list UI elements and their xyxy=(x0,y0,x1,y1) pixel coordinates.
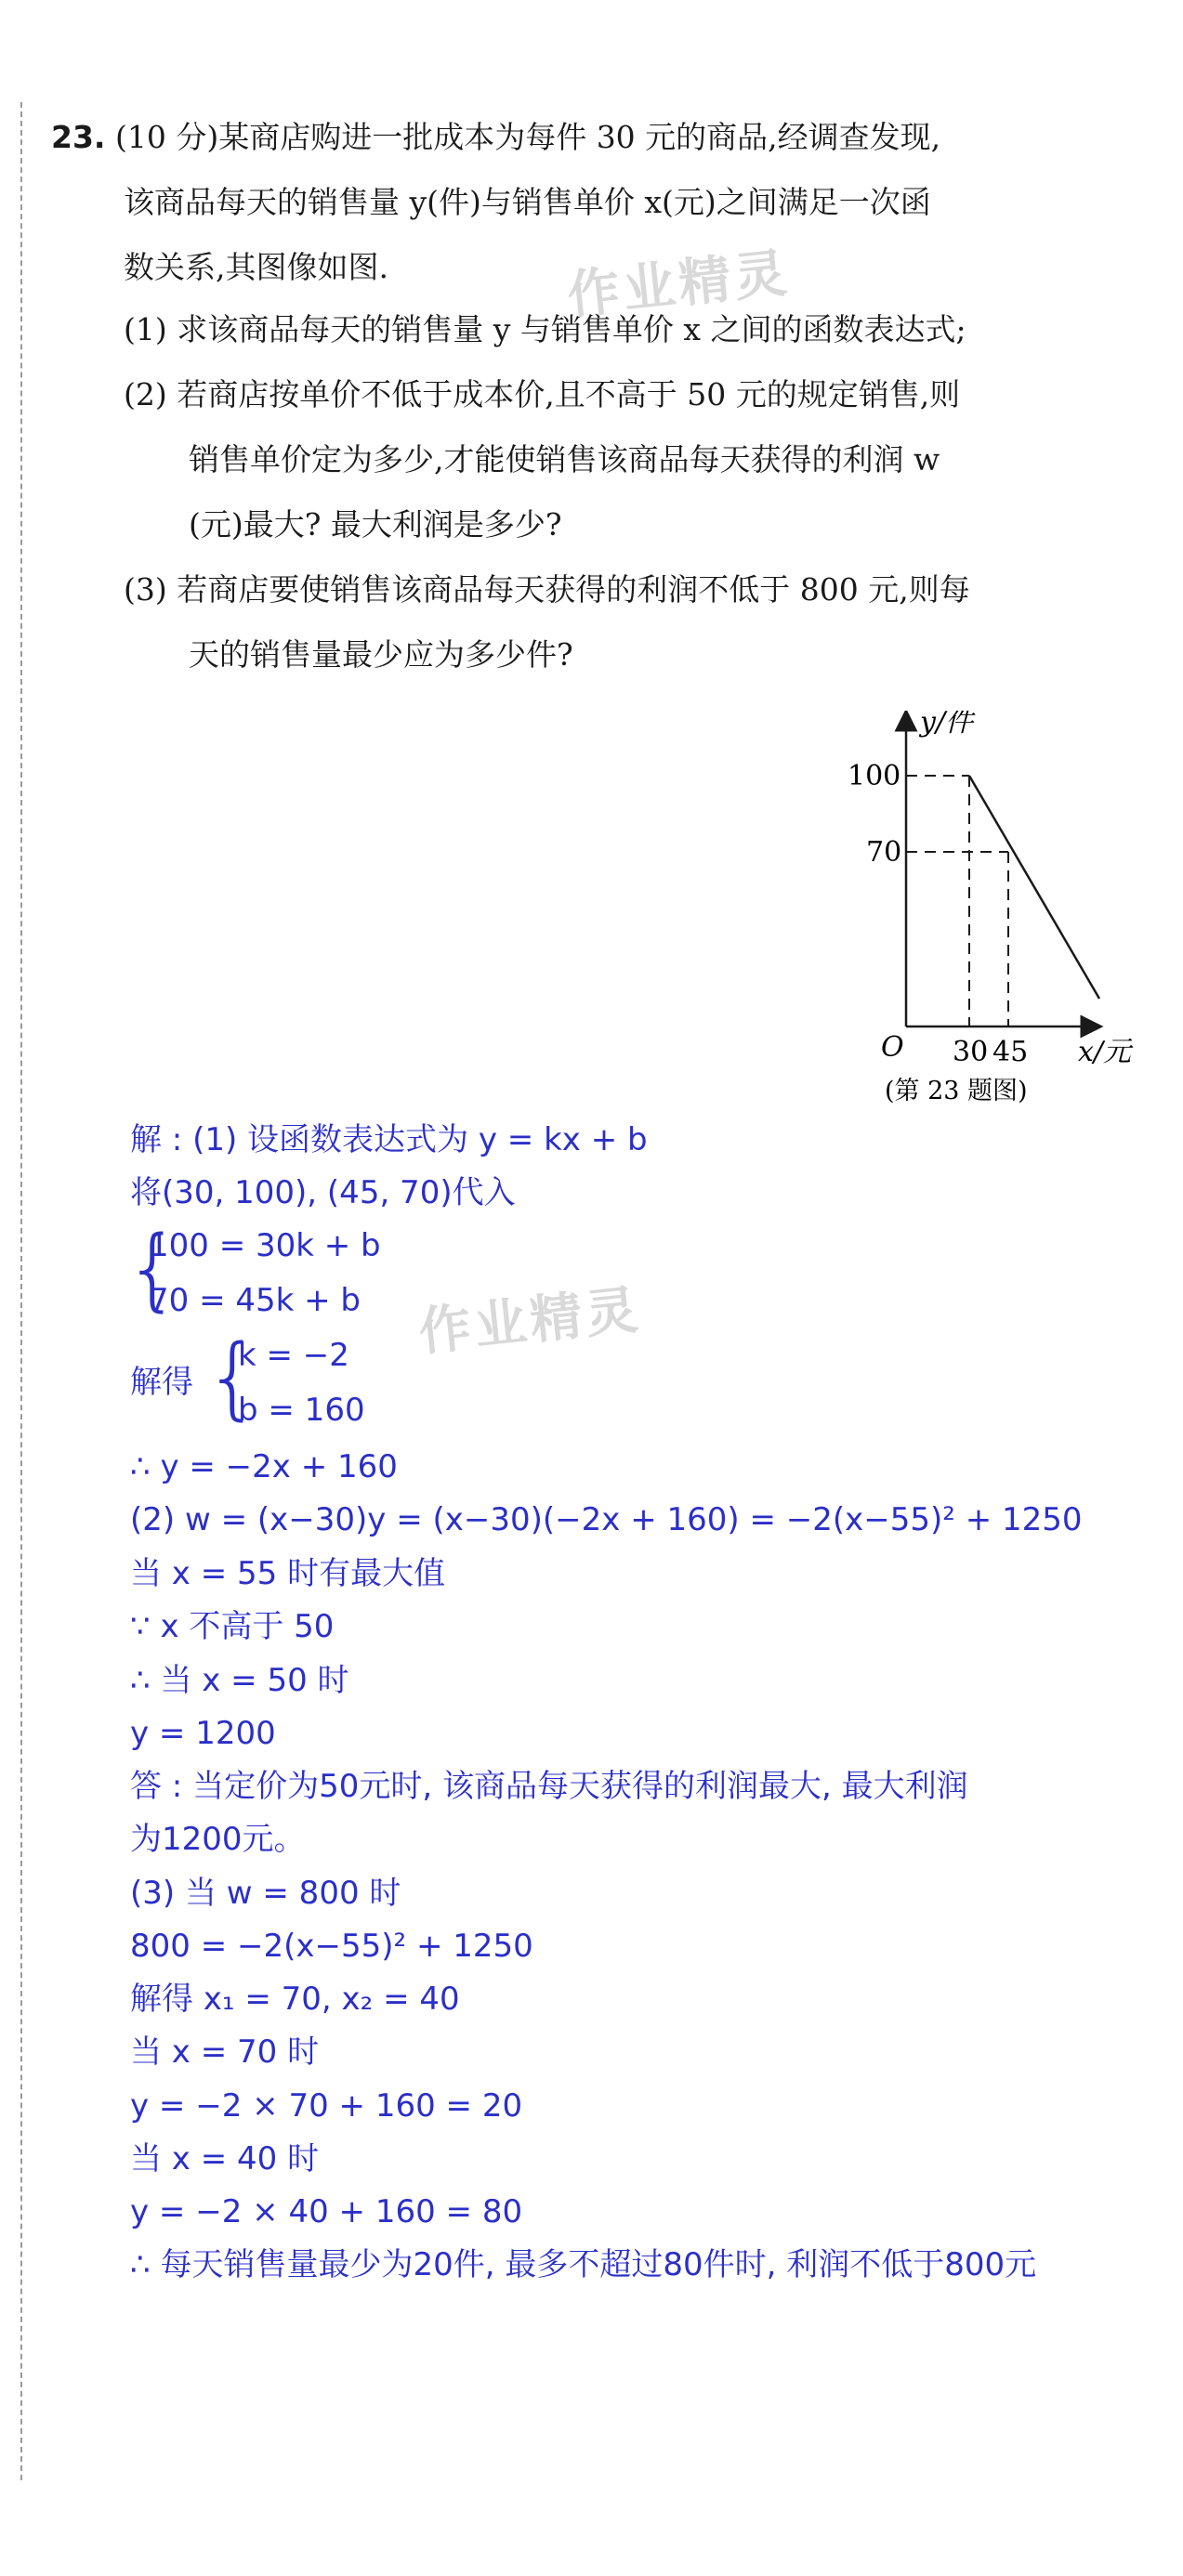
solution-line: 800 = −2(x−55)² + 1250 xyxy=(130,1928,533,1965)
x-tick-label: 45 xyxy=(992,1036,1029,1068)
problem-line: 数关系,其图像如图. xyxy=(124,249,388,285)
equation-2: 70 = 45k + b xyxy=(149,1282,361,1319)
problem-number: 23. xyxy=(51,119,106,155)
answer-line: 为1200元。 xyxy=(130,1821,306,1858)
question-1: (1) 求该商品每天的销售量 y 与销售单价 x 之间的函数表达式; xyxy=(124,311,966,347)
y-tick-label: 70 xyxy=(866,836,902,869)
solution-k: k = −2 xyxy=(238,1337,349,1374)
equation-1: 100 = 30k + b xyxy=(149,1227,381,1264)
function-graph xyxy=(836,711,1152,1110)
solution-line: (3) 当 w = 800 时 xyxy=(130,1875,401,1912)
solution-line: 当 x = 70 时 xyxy=(130,2033,320,2071)
solution-line: ∴ y = −2x + 160 xyxy=(130,1448,398,1485)
problem-line: 该商品每天的销售量 y(件)与销售单价 x(元)之间满足一次函 xyxy=(124,184,931,220)
solution-line: (2) w = (x−30)y = (x−30)(−2x + 160) = −2(x−55)² + 1250 xyxy=(130,1501,1083,1538)
question-2-cont: (元)最大? 最大利润是多少? xyxy=(189,506,562,543)
y-tick-label: 100 xyxy=(848,760,901,792)
question-2: (2) 若商店按单价不低于成本价,且不高于 50 元的规定销售,则 xyxy=(124,376,961,412)
solved-label: 解得 xyxy=(130,1364,193,1401)
solution-line: 解得 x₁ = 70, x₂ = 40 xyxy=(130,1981,460,2018)
solution-line: 当 x = 55 时有最大值 xyxy=(130,1555,446,1592)
solution-line: 将(30, 100), (45, 70)代入 xyxy=(130,1174,516,1211)
problem-line: 23. (10 分)某商店购进一批成本为每件 30 元的商品,经调查发现, xyxy=(51,119,941,155)
solution-line: ∴ 当 x = 50 时 xyxy=(130,1662,349,1699)
solution-brace: { xyxy=(204,1326,262,1430)
solution-line: 当 x = 40 时 xyxy=(130,2140,320,2177)
question-3-cont: 天的销售量最少应为多少件? xyxy=(189,636,573,673)
question-3: (3) 若商店要使销售该商品每天获得的利润不低于 800 元,则每 xyxy=(124,571,970,608)
solution-line: ∵ x 不高于 50 xyxy=(130,1608,335,1645)
solution-line: 解 : (1) 设函数表达式为 y = kx + b xyxy=(130,1121,648,1158)
watermark: 作业精灵 xyxy=(415,1279,645,1364)
watermark: 作业精灵 xyxy=(564,242,794,327)
binding-margin-line xyxy=(20,102,22,2480)
answer-line: 答 : 当定价为50元时, 该商品每天获得的利润最大, 最大利润 xyxy=(130,1768,968,1805)
solution-line: y = −2 × 70 + 160 = 20 xyxy=(130,2087,523,2125)
y-axis-label: y/件 xyxy=(920,711,974,739)
question-2-cont: 销售单价定为多少,才能使销售该商品每天获得的利润 w xyxy=(189,441,940,477)
system-brace: { xyxy=(125,1217,182,1321)
solution-line: y = −2 × 40 + 160 = 80 xyxy=(130,2193,523,2230)
x-tick-label: 30 xyxy=(953,1036,989,1068)
graph-caption: (第 23 题图) xyxy=(885,1077,1028,1105)
origin-label: O xyxy=(881,1031,904,1064)
function-line xyxy=(969,776,1099,999)
conclusion-line: ∴ 每天销售量最少为20件, 最多不超过80件时, 利润不低于800元 xyxy=(130,2246,1037,2283)
solution-line: y = 1200 xyxy=(130,1715,276,1752)
solution-b: b = 160 xyxy=(238,1392,365,1429)
x-axis-label: x/元 xyxy=(1078,1036,1132,1068)
